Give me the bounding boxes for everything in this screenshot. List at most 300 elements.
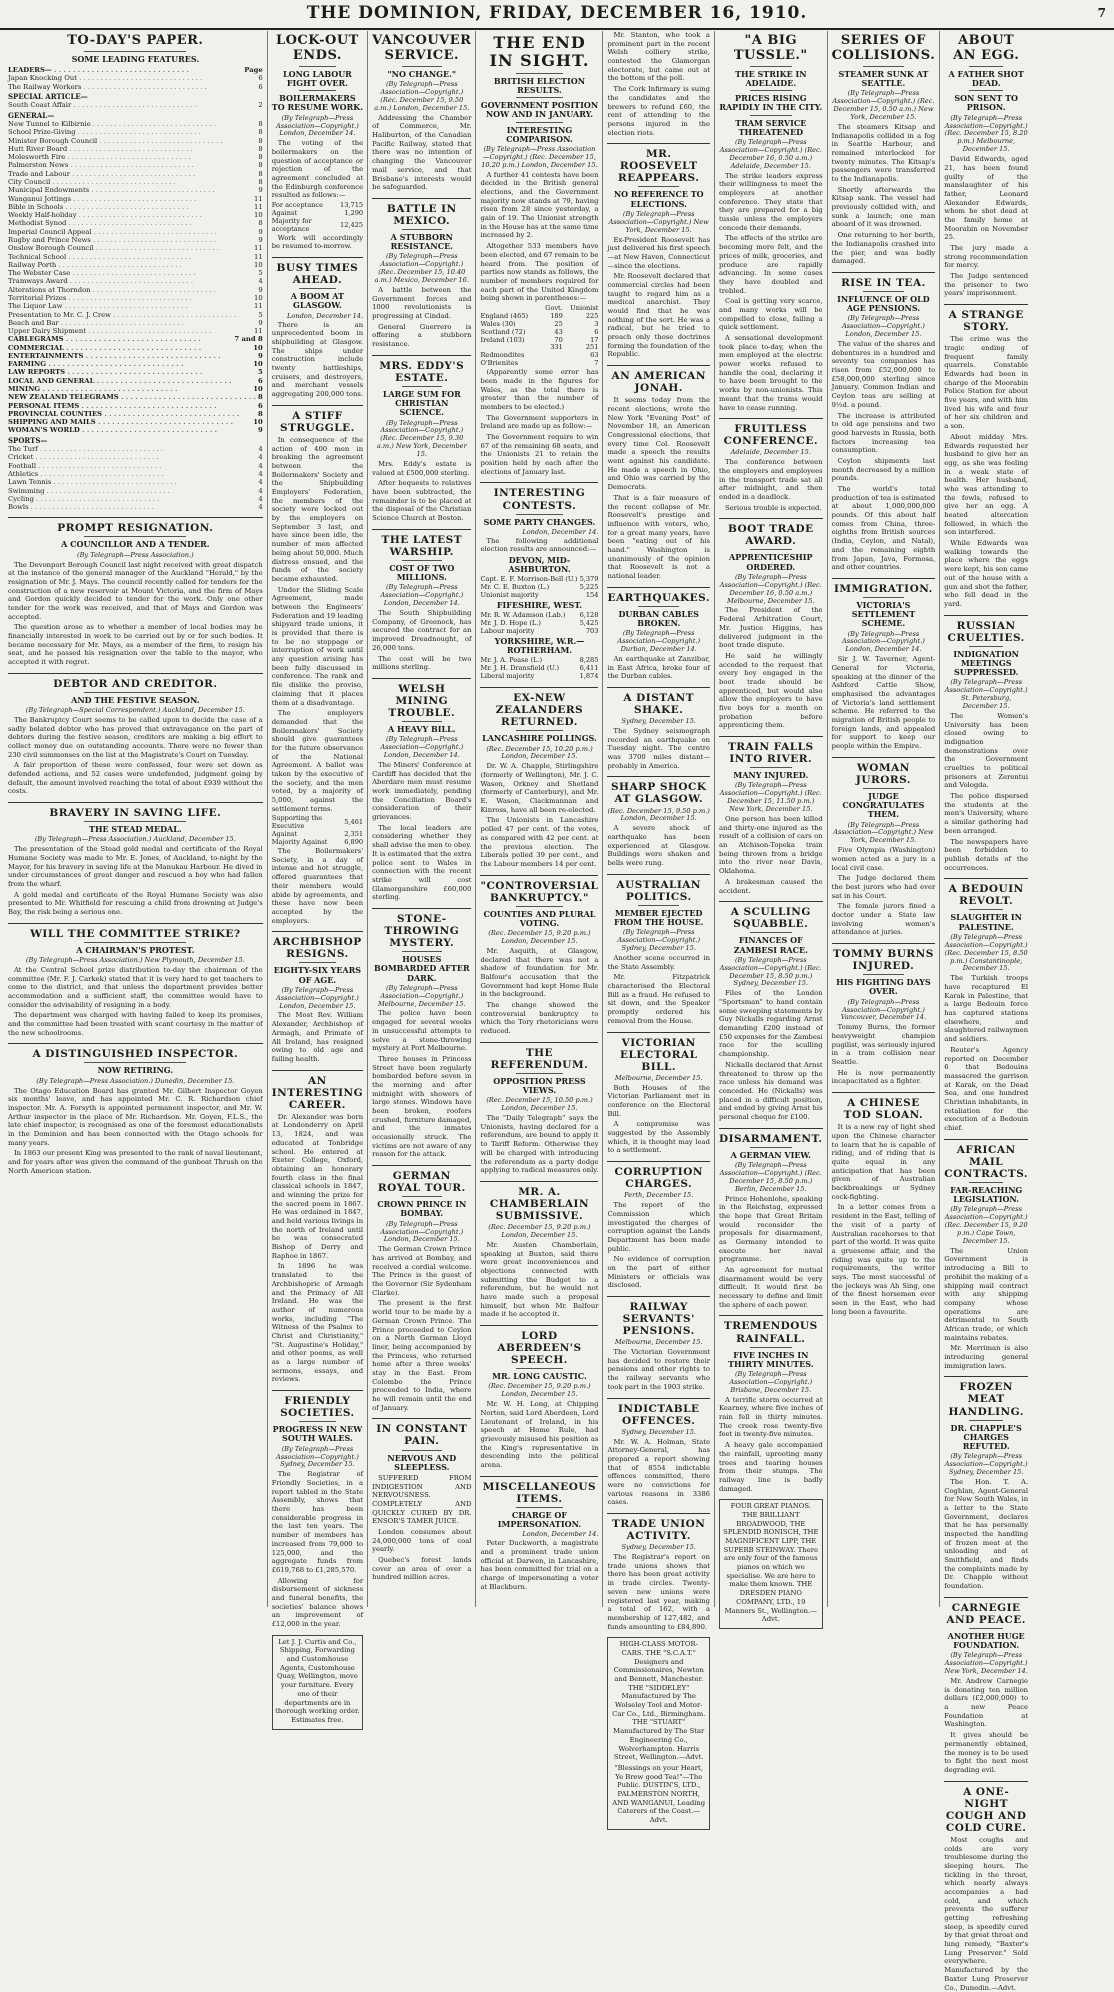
- article: [480, 1186, 598, 1319]
- article-headline: FRUITLESS CONFERENCE.: [723, 423, 818, 448]
- article-paragraph: SUFFERED FROM INDIGESTION AND NERVOUSNESS. COMPLETELY AND QUICKLY CURED BY DR. ENSOR'S TAMER JUICE.: [372, 1473, 472, 1526]
- headline-rule: [750, 932, 791, 933]
- article-headline: A STIFF STRUGGLE.: [280, 409, 355, 434]
- article-paragraph: The newspapers have been forbidden to publish details of the occurrences.: [944, 837, 1029, 872]
- index-section-heading: SPECIAL ARTICLE—: [8, 91, 88, 101]
- index-entry-label: Weekly Half-holiday . . .: [8, 211, 252, 219]
- headline-rule: [516, 906, 563, 907]
- article-paragraph: Quebec's forest lands cover an area of over a hundred million acres.: [372, 1556, 472, 1582]
- article-divider: [607, 776, 710, 777]
- index-entry: [8, 261, 263, 269]
- table-cell: 5,225: [579, 583, 599, 592]
- article: [480, 692, 598, 868]
- article: [832, 34, 936, 266]
- index-entry-label: Athletics . . .: [8, 470, 256, 478]
- article-byline: (Rec. December 15, 10.50 p.m.) London, December 15.: [486, 1096, 593, 1113]
- index-entry-page: 5: [257, 368, 263, 377]
- article-headline: RISE IN TEA.: [841, 276, 926, 289]
- index-entry-page: 8: [258, 120, 263, 129]
- article-headline: AFRICAN MAIL CONTRACTS.: [944, 1143, 1029, 1180]
- article-subheading: MR. LONG CAUSTIC.: [492, 1371, 587, 1382]
- headline-rule: [402, 721, 442, 722]
- article-subheading: PRICES RISING RAPIDLY IN THE CITY.: [719, 93, 823, 113]
- index-entry: [8, 385, 263, 393]
- index-entry-label: Japan Knocking Out . . .: [8, 74, 256, 82]
- headline-rule: [516, 514, 563, 515]
- article-headline: EARTHQUAKES.: [607, 591, 710, 604]
- article-byline: (By Telegraph—Press Association—Copyright.) London, December 14.: [275, 113, 359, 138]
- article-headline: RUSSIAN CRUELTIES.: [947, 619, 1025, 644]
- table-cell: 6: [594, 327, 599, 336]
- article-subheading: CHARGE OF IMPERSONATION.: [497, 1509, 582, 1530]
- article-headline: AUSTRALIAN POLITICS.: [616, 878, 702, 903]
- index-entry: [8, 487, 263, 495]
- article-dateline: London, December 14.: [286, 311, 364, 320]
- article-paragraph: Mr. W. H. Long, at Chipping Norton, said Lord Aberdeen, Lord Lieutenant of Ireland, in his speech at Home Rule, had grievously misused his position as the King's representative in descending into the political arena.: [480, 1400, 599, 1470]
- index-entry-page: 9: [258, 227, 263, 236]
- article-headline: CORRUPTION CHARGES.: [614, 1166, 703, 1191]
- table-cell: Labour majority: [480, 627, 535, 636]
- table-cell: 25: [554, 319, 563, 328]
- article-paragraph: The Bankruptcy Court seems to be called upon to decide the case of a sadly belated debtor who has proved that extravagance on the part of debtors during the festive season, creditors are making a big effort to collect money due on outstanding accounts. There were no fewer than 230 civil summonses on the list at the Magistrate's Court on Tuesday.: [8, 715, 263, 759]
- article-paragraph: The Devonport Borough Council last night received with great dispatch at the instance of the general manager of the Auckland "Herald," by the resignation of Mr. J. Mays. The council recently called for tenders for the construction of a new reservoir at Mount Victoria, and the firm of Mays and Gordon quickly decided to tender for the work. Only one other tender for the work was received, and that of Mays and Gordon was accepted.: [8, 560, 263, 621]
- index-entry-label: CABLEGRAMS . . .: [8, 335, 232, 343]
- columns-container: [4, 31, 1110, 1992]
- article-divider: [480, 1325, 598, 1326]
- article-paragraph: Addressing the Chamber of Commerce, Mr. Haliburton, of the Canadian Pacific Railway, stated that there was no intention of changing the Vancouver mail service, and that Brisbane's interests would be safeguarded.: [372, 113, 472, 192]
- index-entry-page: 10: [254, 211, 263, 220]
- index-entry-label: Swimming . . .: [8, 487, 256, 495]
- article-subheading: THE STRIKE IN ADELAIDE.: [735, 68, 807, 89]
- article-divider: [719, 418, 823, 419]
- index-entry-page: 4: [258, 478, 263, 487]
- article-headline: THE REFERENDUM.: [490, 1046, 589, 1071]
- article: [272, 410, 363, 926]
- article-paragraph: A heavy gale accompanied the rainfall, uprooting many trees and tearing houses from their stumps. The railway line is badly damaged.: [719, 1441, 823, 1493]
- article-subheading: MEMBER EJECTED FROM THE HOUSE.: [613, 907, 704, 928]
- index-entry: [8, 269, 263, 277]
- article-divider: [944, 1781, 1028, 1782]
- table-cell: Unionist: [570, 303, 599, 312]
- table-cell: 3: [594, 319, 599, 328]
- page-number: 7: [1097, 6, 1106, 20]
- article-paragraph: David Edwards, aged 21, has been found guilty of the manslaughter of his father, Leonard Alexander Edwards, whom he shot dead at the family home at Moorabin on November 25.: [944, 155, 1029, 242]
- index-section-heading: SPORTS—: [8, 435, 48, 445]
- index-entry-page: 4: [258, 277, 263, 286]
- index-entry: [8, 145, 263, 153]
- article-paragraph: Mr. Stanton, who took a prominent part in the recent Welsh colliery strike, contested the Glamorgan electorate, but came out at the bottom of the poll.: [607, 31, 710, 83]
- index-entry: [8, 219, 263, 227]
- article-headline: DEBTOR AND CREDITOR.: [53, 677, 218, 690]
- article-divider: [944, 304, 1028, 305]
- index-entry: [8, 83, 263, 91]
- index-entry-label: PERSONAL ITEMS . . .: [8, 402, 256, 410]
- article-byline: (By Telegraph—Press Association—Copyright.) (Rec. December 15, 10.40 a.m.) Mexico, December 16.: [374, 252, 469, 285]
- index-entry-label: The Liquor Law . . .: [8, 302, 252, 310]
- article: [607, 1518, 710, 1631]
- table-row: [480, 628, 598, 636]
- article-subheading: SLAUGHTER IN PALESTINE.: [950, 912, 1022, 932]
- headline-rule: [863, 597, 904, 598]
- table-cell: 189: [550, 311, 563, 320]
- article-paragraph: The Unionists in Lancashire polled 47 per cent. of the votes, as compared with 42 per cent. at the previous election. The Liberals polled 39 per cent., and the Labour members 14 per cent.: [480, 816, 599, 868]
- article-paragraph: The Cork Infirmary is suing the candidates and the brewers to refund £60, the rent of attending to the persons injured in the election riots.: [607, 85, 710, 137]
- index-entry-page: 8: [258, 128, 263, 137]
- article-headline: THE END IN SIGHT.: [489, 33, 590, 71]
- article-subheading: A BOOM AT GLASGOW.: [290, 291, 344, 311]
- article-headline: AN AMERICAN JONAH.: [611, 370, 706, 395]
- table-cell: 63: [590, 351, 599, 360]
- article-headline: AN INTERESTING CAREER.: [271, 1074, 364, 1111]
- index-entry: [8, 203, 263, 211]
- article-subheading: INTERESTING COMPARISON.: [506, 124, 573, 144]
- article-headline: VANCOUVER SERVICE.: [372, 33, 472, 63]
- index-entry-page: 9: [258, 318, 263, 327]
- article-divider: [944, 878, 1028, 879]
- table-row: [272, 815, 363, 831]
- headline-rule: [84, 692, 186, 693]
- article-paragraph: Mr. Andrew Carnegie is donating ten million dollars (£2,000,000) to a new Peace Foundation at Washington.: [944, 1677, 1029, 1729]
- article-headline: BATTLE IN MEXICO.: [386, 202, 457, 227]
- table-cell: 5,461: [344, 818, 364, 827]
- constituency-results: [480, 657, 598, 681]
- index-entry-label: Upper Dairy Shipment . . .: [8, 327, 252, 335]
- article-paragraph: Mr. Roosevelt declared that commercial circles had been taught to regard him as a medical anarchist. They would find that he was nothing of the sort. He was a radical, but he tried to preach only those doctrines forming the foundation of the Republic.: [607, 272, 710, 359]
- index-entry: [8, 393, 263, 401]
- article: [607, 879, 710, 1026]
- article-paragraph: The Union Government is introducing a Bill to prohibit the making of a shipping mail contract with any shipping company whose operations are detrimental to South African trade, or which maintains rebates.: [944, 1246, 1029, 1342]
- article-headline: LORD ABERDEEN'S SPEECH.: [497, 1330, 582, 1367]
- index-entry-page: 5: [258, 269, 263, 278]
- article-divider: [607, 1296, 710, 1297]
- article-byline: Adelaide, December 15.: [730, 448, 811, 457]
- index-entry: [8, 360, 263, 368]
- article-subheading: TRAM SERVICE THREATENED: [735, 117, 807, 137]
- index-entry: [8, 195, 263, 203]
- index-entry-label: City Council . . .: [8, 178, 256, 186]
- article-headline: MISCELLANEOUS ITEMS.: [482, 1480, 597, 1505]
- article-paragraph: The police dispersed the students at the men's University, where a similar gathering had been arranged.: [944, 792, 1029, 835]
- index-entry: [8, 470, 263, 478]
- index-entry-page: 8: [258, 178, 263, 186]
- index-entry-page: 6: [257, 401, 263, 410]
- index-entry-page: 8: [258, 219, 263, 228]
- article-paragraph: No evidence of corruption on the part of either Ministers or officials was disclosed.: [607, 1255, 710, 1290]
- article-paragraph: Allowing for disbursement of sickness and funeral benefits, the societies' balance shows an improvement of £12,000 in the year.: [271, 1576, 364, 1628]
- index-entry: [8, 503, 263, 511]
- article-byline: (By Telegraph—Press Association—Copyright.) London, December 14.: [380, 735, 464, 760]
- index-entry-page: 4: [258, 486, 263, 495]
- index-entry-label: Hutt River Board . . .: [8, 145, 256, 153]
- index-entry-label: Football . . .: [8, 462, 256, 470]
- article-divider: [372, 529, 471, 530]
- index-entry: [8, 120, 263, 128]
- column-4: [475, 31, 602, 1607]
- article-subheading: JUDGE CONGRATULATES THEM.: [842, 790, 925, 820]
- article-subheading: VICTORIA'S SETTLEMENT SCHEME.: [851, 599, 916, 629]
- article: [607, 692, 710, 770]
- article-paragraph: Mr. Austen Chamberlain, speaking at Buxton, said there were great inconveniences and objections connected with submitting the Budget to a referendum, but he would not have made such a proposal himself, but when Mr. Balfour made it he accepted it.: [480, 1240, 599, 1319]
- table-row: [480, 673, 598, 681]
- article-subheading: SOME LEADING FEATURES.: [71, 53, 200, 64]
- article: [719, 34, 823, 412]
- article-divider: [8, 673, 263, 674]
- article-paragraph: Five Olympia (Washington) women acted as a jury in a local civil case.: [831, 846, 936, 872]
- article-paragraph: A further 41 contests have been decided in the British general elections, and the Government majority now stands at 79, having risen from 28 since yesterday, a gain of 19. The Unionist strength in the House has at the same time increased by 2.: [480, 170, 599, 240]
- index-entry-page: 8: [258, 144, 263, 153]
- article-byline: (By Telegraph—Press Association—Copyright.) Sydney, December 15.: [617, 928, 701, 953]
- table-cell: Govt.: [545, 303, 563, 312]
- article-paragraph: General Guerrero is offering a stubborn resistance.: [372, 322, 472, 349]
- table-cell: Liberal majority: [480, 672, 535, 681]
- article-headline: "CONTROVERSIAL BANKRUPTCY.": [480, 879, 599, 904]
- headline-rule: [299, 1421, 336, 1422]
- headline-rule: [750, 66, 791, 67]
- table-cell: Against: [271, 209, 297, 218]
- article-divider: [8, 1043, 263, 1044]
- index-entry: [8, 277, 263, 285]
- headline-rule: [750, 1347, 791, 1348]
- headline-rule: [84, 51, 186, 52]
- article-headline: FRIENDLY SOCIETIES.: [280, 1395, 355, 1420]
- index-entry-page: 4: [258, 453, 263, 462]
- results-table: [272, 202, 363, 234]
- article-headline: INDICTABLE OFFENCES.: [617, 1402, 700, 1427]
- article-paragraph: One returning to her berth, the Indianapolis crashed into the pier, and was badly damaged.: [831, 231, 936, 266]
- article-paragraph: Let J. J. Curtis and Co., Shipping, Forwarding and Customhouse Agents, Customhouse Quay, Wellington, move your furniture. Every one of their departments are in thorough working order. Estimates free.: [275, 1637, 360, 1724]
- index-entry: [8, 462, 263, 470]
- article-divider: [480, 1042, 598, 1043]
- article-paragraph: The jury made a strong recommendation for mercy.: [944, 244, 1029, 270]
- headline-rule: [402, 560, 442, 561]
- article-subheading: COST OF TWO MILLIONS.: [389, 562, 455, 583]
- article-divider: [372, 908, 471, 909]
- article-headline: A CHINESE TOD SLOAN.: [843, 1097, 924, 1122]
- index-entry-page: 4: [258, 445, 263, 454]
- article-paragraph: An agreement for mutual disarmament would be very difficult. It would first be necessary to define and limit the sphere of each power.: [719, 1266, 823, 1309]
- article-divider: [607, 874, 710, 875]
- index-entry: [8, 161, 263, 169]
- headline-rule: [969, 909, 1003, 910]
- article: [607, 781, 710, 867]
- index-entry: [8, 170, 263, 178]
- column-1: [4, 31, 267, 1607]
- table-row: [272, 218, 363, 234]
- article-subheading: DURBAN CABLES BROKEN.: [618, 608, 699, 628]
- article-paragraph: Mr. Merriman is also introducing general immigration laws.: [944, 1344, 1029, 1370]
- article-paragraph: One person has been killed and thirty-one injured as the result of a collision of cars on an Atchison-Topeka train being thrown from a bridge into the river near Davis, Oklahoma.: [719, 815, 823, 876]
- headline-rule: [84, 536, 186, 537]
- article-subheading: BRITISH ELECTION RESULTS.: [493, 75, 586, 95]
- article-byline: (By Telegraph—Press Association.) New Plymouth, December 15.: [25, 956, 245, 965]
- index-entry: [8, 402, 263, 410]
- article-divider: [480, 687, 598, 688]
- index-entry-label: Onslow Borough Council . . .: [8, 244, 252, 252]
- article-paragraph: The Government supporters in Ireland are made up as follow:—: [480, 413, 599, 431]
- index-entry-page: 8: [258, 153, 263, 162]
- article: [372, 913, 471, 1159]
- index-entry-label: Presentation to Mr. C. J. Crew . . .: [8, 311, 256, 319]
- article: [607, 31, 710, 137]
- article-paragraph: Mr. Fitzpatrick characterised the Electoral Bill as a fraud. He refused to sit down, and the Speaker promptly ordered his removal from the House.: [607, 973, 710, 1025]
- article: [272, 1395, 363, 1629]
- article-paragraph: The Registrar's report on trade unions shows that there has been great activity in trade circles. Twenty-seven new unions were registered last year, making a total of 162, with a membership of 127,482, and funds amounting to £84,890.: [607, 1553, 710, 1631]
- table-row: [480, 337, 598, 345]
- index-entry: [8, 101, 263, 109]
- index-entry-page: 10: [254, 260, 263, 269]
- headline-rule: [863, 66, 904, 67]
- article-paragraph: A brakesman caused the accident.: [719, 877, 823, 895]
- article-subheading: DR. CHAPPLE'S CHARGES REFUTED.: [950, 1422, 1022, 1451]
- table-cell: 43: [554, 327, 563, 336]
- article: [272, 262, 363, 399]
- article-paragraph: The cost will be two millions sterling.: [372, 654, 472, 672]
- index-entry: [8, 66, 263, 74]
- article-paragraph: The Miners' Conference at Cardiff has decided that the Aberdare men must resume work immediately, pending the Conciliation Board's consideration of their grievances.: [372, 760, 472, 822]
- article-divider: [719, 736, 823, 737]
- article-paragraph: The Judge declared them the best jurors who had ever sat in his Court.: [831, 874, 936, 900]
- article-byline: Sydney, December 15.: [621, 717, 696, 726]
- article-subheading: LANCASHIRE POLLINGS.: [482, 733, 597, 744]
- article-headline: TREMENDOUS RAINFALL.: [723, 1320, 818, 1345]
- article-paragraph: London consumes about 24,000,000 tons of coal yearly.: [372, 1528, 472, 1554]
- article-byline: (By Telegraph—Press Association.) Dunedin, December 15.: [36, 1076, 235, 1085]
- index-entry-label: Territorial Prizes . . .: [8, 294, 252, 302]
- article-paragraph: The following additional election results are announced:—: [480, 536, 599, 554]
- constituency-results: [480, 576, 598, 600]
- article-byline: (By Telegraph—Press Association—Copyright.) (Rec. December 15, 8.20 p.m.) Melbourne, December 15.: [944, 113, 1028, 154]
- article-headline: IMMIGRATION.: [834, 582, 933, 595]
- article: [8, 522, 263, 666]
- constituency-results: [480, 612, 598, 636]
- article-headline: TRADE UNION ACTIVITY.: [612, 1518, 706, 1543]
- article-divider: [272, 1070, 363, 1071]
- article-divider: [719, 518, 823, 519]
- article-headline: ARCHBISHOP RESIGNS.: [273, 936, 362, 961]
- table-cell: O'Brienites: [480, 359, 518, 368]
- article-subheading: APPRENTICESHIP ORDERED.: [729, 552, 813, 572]
- article-paragraph: The employers demanded that the Boilermakers' Society should give guarantees for the future observance of the National Agreement. A ballot was taken by the executive of the society, and the men voted, by a majority of 5,000, against the settlement terms.: [271, 709, 364, 813]
- index-entry-page: 9: [257, 351, 263, 360]
- article-byline: (By Telegraph—Press Association—Copyright.) (Rec. December 16, 0.50 a.m.) Melbourne, December 15.: [719, 572, 822, 605]
- index-entry-page: 11: [254, 202, 263, 211]
- article-paragraph: The South Shipbuilding Company, of Greenock, has secured the contract for an improved Dreadnought, of 26,000 tons.: [372, 609, 472, 652]
- table-cell: Mr. R. W. Adamson (Lab.): [480, 611, 566, 620]
- headline-rule: [516, 1507, 563, 1508]
- table-cell: Mr. J. D. Hope (L.): [480, 619, 541, 628]
- article-divider: [607, 587, 710, 588]
- table-cell: 331: [550, 343, 563, 352]
- table-cell: 7: [594, 359, 599, 368]
- article-subheading: A STUBBORN RESISTANCE.: [390, 232, 453, 252]
- article-divider: [607, 1032, 710, 1033]
- article-headline: VICTORIAN ELECTORAL BILL.: [619, 1036, 698, 1073]
- article-subheading: FAR-REACHING LEGISLATION.: [950, 1184, 1023, 1205]
- article: [607, 148, 710, 359]
- article-paragraph: The police have been engaged for several weeks in unsuccessful attempts to solve a stone-throwing mystery at Port Melbourne.: [372, 1009, 472, 1053]
- article: [480, 1047, 598, 1175]
- index-section-heading: GENERAL—: [8, 110, 55, 120]
- article-headline: TO-DAY'S PAPER.: [67, 33, 204, 48]
- article-paragraph: Coal is getting very scarce, and many works will be compelled to close, failing a quick settlement.: [719, 297, 823, 332]
- article-divider: [372, 198, 471, 199]
- article-divider: [607, 1161, 710, 1162]
- article: [480, 880, 598, 1036]
- headline-rule: [969, 646, 1003, 647]
- article-byline: (By Telegraph—Press Association—Copyright.) (Rec. December 15, 9.20 p.m.) Cape Town, December 15.: [944, 1205, 1028, 1245]
- article-subheading: A GERMAN VIEW.: [730, 1149, 811, 1160]
- index-entry-label: School Prize-Giving . . .: [8, 128, 256, 136]
- headline-rule: [969, 90, 1003, 91]
- article-paragraph: The strike leaders express their willingness to meet the employers at another conference. They state that they are prepared for a big tussle unless the employers concede their demands.: [719, 171, 823, 232]
- article-paragraph: He said he willingly acceded to the request that every boy engaged in the boot trade should be apprenticed, but would also allow the employers to have five boys for a month on probation before apprenticing them.: [719, 651, 823, 730]
- article-divider: [944, 1376, 1028, 1377]
- article-paragraph: The "Daily Telegraph" says the Unionists, having declared for a referendum, are bound to apply it to Tariff Reform. Otherwise they will be charged with introducing the referendum as a party dodge applying to radical measures only.: [480, 1114, 599, 1175]
- index-entry-label: MINING . . .: [8, 385, 251, 393]
- article-byline: (By Telegraph—Press Association—Copyright.) (Rec. December 15, 10.20 p.m.) London, December 15.: [481, 144, 598, 169]
- headline-rule: [863, 974, 904, 975]
- article-headline: A ONE-NIGHT COUGH AND COLD CURE.: [945, 1785, 1027, 1834]
- article-divider: [832, 578, 936, 579]
- index-entry: [8, 294, 263, 302]
- index-entry-label: Tramways Award . . .: [8, 277, 256, 285]
- headline-rule: [516, 73, 563, 74]
- index-entry: [8, 410, 263, 418]
- article-headline: BUSY TIMES AHEAD.: [276, 262, 359, 287]
- table-cell: Unionist majority: [480, 591, 539, 600]
- article-subheading: GOVERNMENT POSITION NOW AND IN JANUARY.: [480, 100, 599, 120]
- article-paragraph: While Edwards was walking towards the place where the eggs were kept, his son came out of the house with a gun and shot the father, who fell dead in the yard.: [944, 539, 1029, 608]
- article: [480, 487, 598, 681]
- article-paragraph: At the Central School prize distribution to-day the chairman of the committee (Mr. F. J. Carkek) stated that it is very hard to get teachers to come to the district, and that unless the department provides better accommodation and a sufficient staff, the committee would have to consider the advisability of resigning in a body.: [8, 965, 263, 1009]
- article-paragraph: The Otago Education Board has granted Mr. Gilbert Inspector Goyen six months' leave, and has appointed Mr. C. R. Richardson chief inspector. Mr. A. Forsyth is appointed permanent inspector, and Mr. W. Arthur inspector in the place of Mr. Richardson. Mr. Goyen, F.L.S., the late chief inspector, is recognised as one of the foremost educationalists in the Dominion and has been connected with the Otago schools for many years.: [8, 1086, 263, 1147]
- article-paragraph: It seems today from the recent elections, wrote the New York "Evening Post" of November 18, an American Congressional elections, that every time Col. Roosevelt made a speech the results went against his candidate. He made a speech in Ohio, and Ohio was carried by the Democrats.: [607, 396, 710, 492]
- index-entry-page: 6: [258, 74, 263, 83]
- article-paragraph: The President of the Federal Arbitration Court, Mr. Justice Higgins, has delivered judgment in the boot trade dispute.: [719, 606, 823, 650]
- article-paragraph: A compromise was suggested by the Assembly which, it is thought may lead to a settlement.: [607, 1120, 710, 1155]
- article-paragraph: Most coughs and colds are very troublesome during the sleeping hours. The tickling in the throat, which nearly always accompanies a bad cold, and which prevents the sufferer getting refreshing sleep, is speedily cured by that great throat and lung remedy, "Baxter's Lung Preserver." Sold everywhere. Manufactured by the Baxter Lung Preserver Co., Dunedin.—Advt.: [944, 1835, 1029, 1992]
- index-entry: [8, 244, 263, 252]
- article-headline: EX-NEW ZEALANDERS RETURNED.: [495, 692, 584, 729]
- article-paragraph: Sir J. W. Taverner, Agent-General for Victoria, speaking at the dinner of the Ashford Cattle Show, emphasised the advantages of Victoria's land settlement scheme. He referred to the migration of British people to foreign lands, and appealed for support to keep our people within the Empire.: [831, 655, 936, 751]
- table-cell: 12,425: [340, 220, 364, 229]
- article-byline: (By Telegraph—Press Association—Copyright.) (Rec. December 15, 8.50 p.m.) Sydney, December 15.: [719, 955, 822, 988]
- index-entry-label: The Railway Workers . . .: [8, 83, 256, 91]
- article-headline: RAILWAY SERVANTS' PENSIONS.: [622, 1301, 695, 1338]
- table-cell: 70: [554, 335, 563, 344]
- article-divider: [272, 1390, 363, 1391]
- results-table: [272, 815, 363, 847]
- table-row: [480, 592, 598, 600]
- index-entry: [8, 495, 263, 503]
- article-paragraph: The increase is attributed to old age pensions and two good harvests in Russia, both factors increasing tea consumption.: [831, 411, 936, 455]
- article-paragraph: Files of the London "Sportsman" to hand contain some sweeping statements by Guy Nickalls regarding Arnst demanding £200 instead of £50 expenses for the Zambesi race for the sculling championship.: [719, 989, 823, 1059]
- article-byline: (By Telegraph—Press Association—Copyright.) Sydney, December 15.: [275, 1444, 359, 1469]
- table-cell: Wales (30): [480, 319, 516, 328]
- article-paragraph: The Government require to win 67 of the remaining 68 seats, and the Unionists 21 to retain the position held by each after the elections of January last.: [480, 433, 599, 476]
- headline-rule: [402, 951, 442, 952]
- index-entry: [8, 377, 263, 385]
- table-cell: Scotland (72): [480, 327, 526, 336]
- article-byline: (By Telegraph—Press Association—Copyright.) London, December 15.: [842, 314, 925, 339]
- headline-rule: [402, 66, 442, 67]
- article-headline: A DISTINGUISHED INSPECTOR.: [32, 1048, 239, 1061]
- table-row: [480, 360, 598, 368]
- article-byline: Sydney, December 15.: [621, 1427, 696, 1436]
- article-byline: (By Telegraph—Press Association—Copyright.) (Rec. December 15, 0.50 a.m.) New York, December 15.: [832, 89, 935, 121]
- article-divider: [480, 875, 598, 876]
- article: [944, 1602, 1028, 1775]
